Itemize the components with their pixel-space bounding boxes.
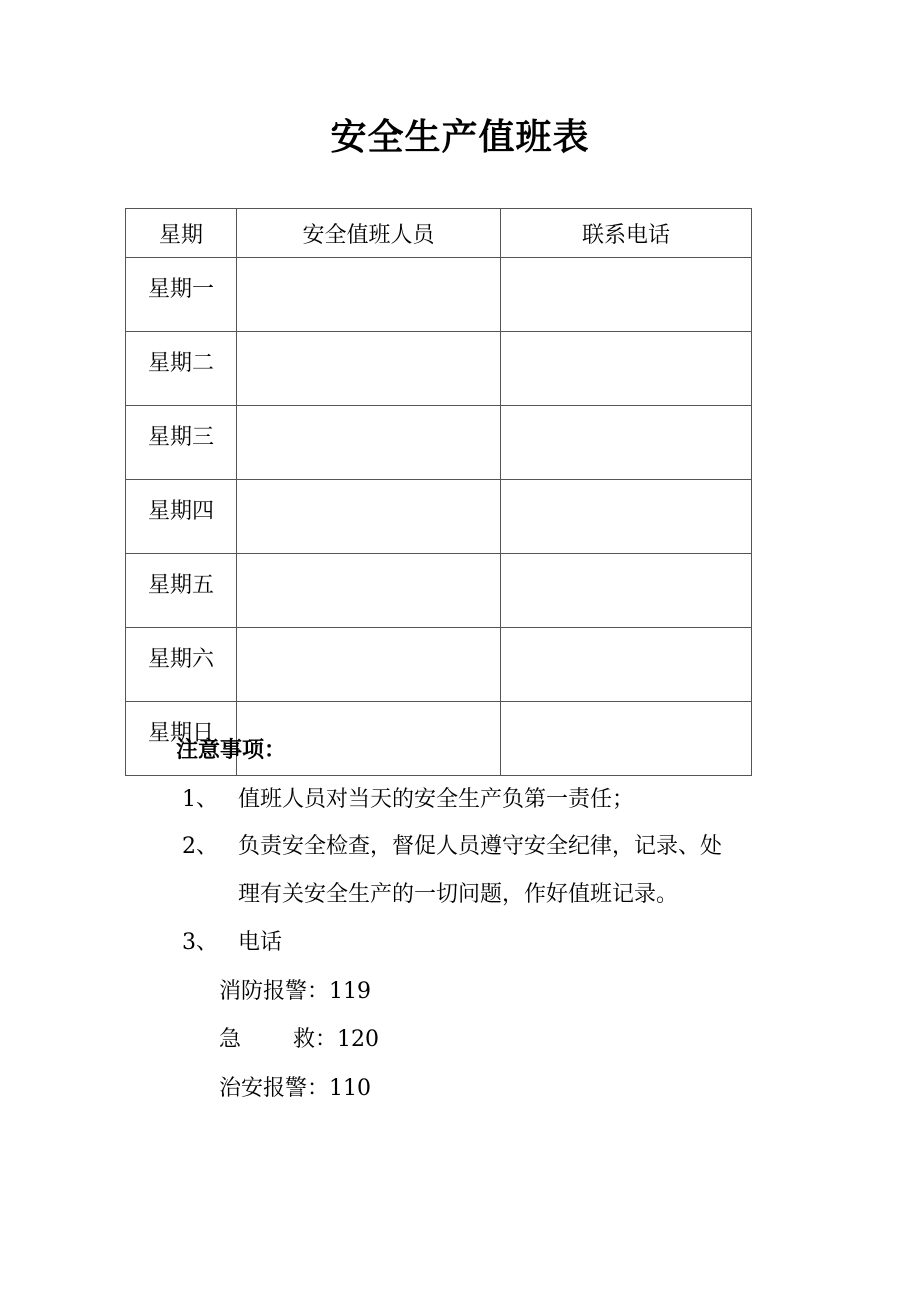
table-header-row: [126, 209, 752, 258]
phone-ambulance: [219, 1024, 379, 1056]
person-cell[interactable]: [237, 554, 501, 628]
note-text-continuation: 理有关安全生产的一切问题，作好值班记录。: [238, 882, 679, 907]
phone-label: 治安报警：: [219, 1076, 330, 1101]
person-cell[interactable]: [237, 258, 501, 332]
person-cell[interactable]: [237, 406, 501, 480]
phone-label-part: 救: [292, 1027, 315, 1052]
person-cell[interactable]: [237, 332, 501, 406]
phone-cell[interactable]: [501, 332, 752, 406]
day-cell: 星期一: [126, 258, 237, 332]
day-cell: 星期五: [126, 554, 237, 628]
note-text: 电话: [238, 930, 283, 955]
phone-number: 119: [329, 979, 372, 1004]
phone-cell[interactable]: [501, 480, 752, 554]
table-row: [126, 628, 752, 702]
day-cell: 星期四: [126, 480, 237, 554]
table-row: [126, 332, 752, 406]
person-cell[interactable]: [237, 628, 501, 702]
table-row: [126, 554, 752, 628]
header-day: 星期: [126, 209, 237, 258]
table-row: [126, 406, 752, 480]
note-text: 负责安全检查，督促人员遵守安全纪律，记录、处: [238, 834, 723, 859]
phone-label: 消防报警：: [219, 979, 330, 1004]
table-row: [126, 258, 752, 332]
duty-table: [125, 208, 752, 776]
notes-heading: 注意事项：: [176, 737, 287, 763]
phone-colon: ：: [315, 1027, 338, 1052]
header-phone: 联系电话: [501, 209, 752, 258]
phone-cell[interactable]: [501, 554, 752, 628]
day-cell: 星期三: [126, 406, 237, 480]
day-cell: 星期二: [126, 332, 237, 406]
phone-cell[interactable]: [501, 628, 752, 702]
person-cell[interactable]: [237, 480, 501, 554]
page-title: 安全生产值班表: [330, 116, 590, 158]
note-item-2-continuation: [238, 879, 678, 911]
phone-number: 120: [337, 1027, 380, 1052]
note-number: 3、: [182, 930, 218, 955]
note-number: 2、: [182, 834, 218, 859]
note-number: 1、: [182, 787, 218, 812]
note-text: 值班人员对当天的安全生产负第一责任；: [238, 787, 635, 812]
phone-label: [219, 1024, 315, 1056]
header-person: 安全值班人员: [237, 209, 501, 258]
phone-fire: [219, 976, 371, 1008]
phone-cell[interactable]: [501, 702, 752, 776]
phone-number: 110: [329, 1076, 372, 1101]
table-row: [126, 480, 752, 554]
phone-police: [219, 1073, 371, 1105]
phone-cell[interactable]: [501, 406, 752, 480]
day-cell: 星期日: [126, 702, 237, 776]
phone-label-part: 急: [219, 1027, 242, 1052]
day-cell: 星期六: [126, 628, 237, 702]
phone-cell[interactable]: [501, 258, 752, 332]
